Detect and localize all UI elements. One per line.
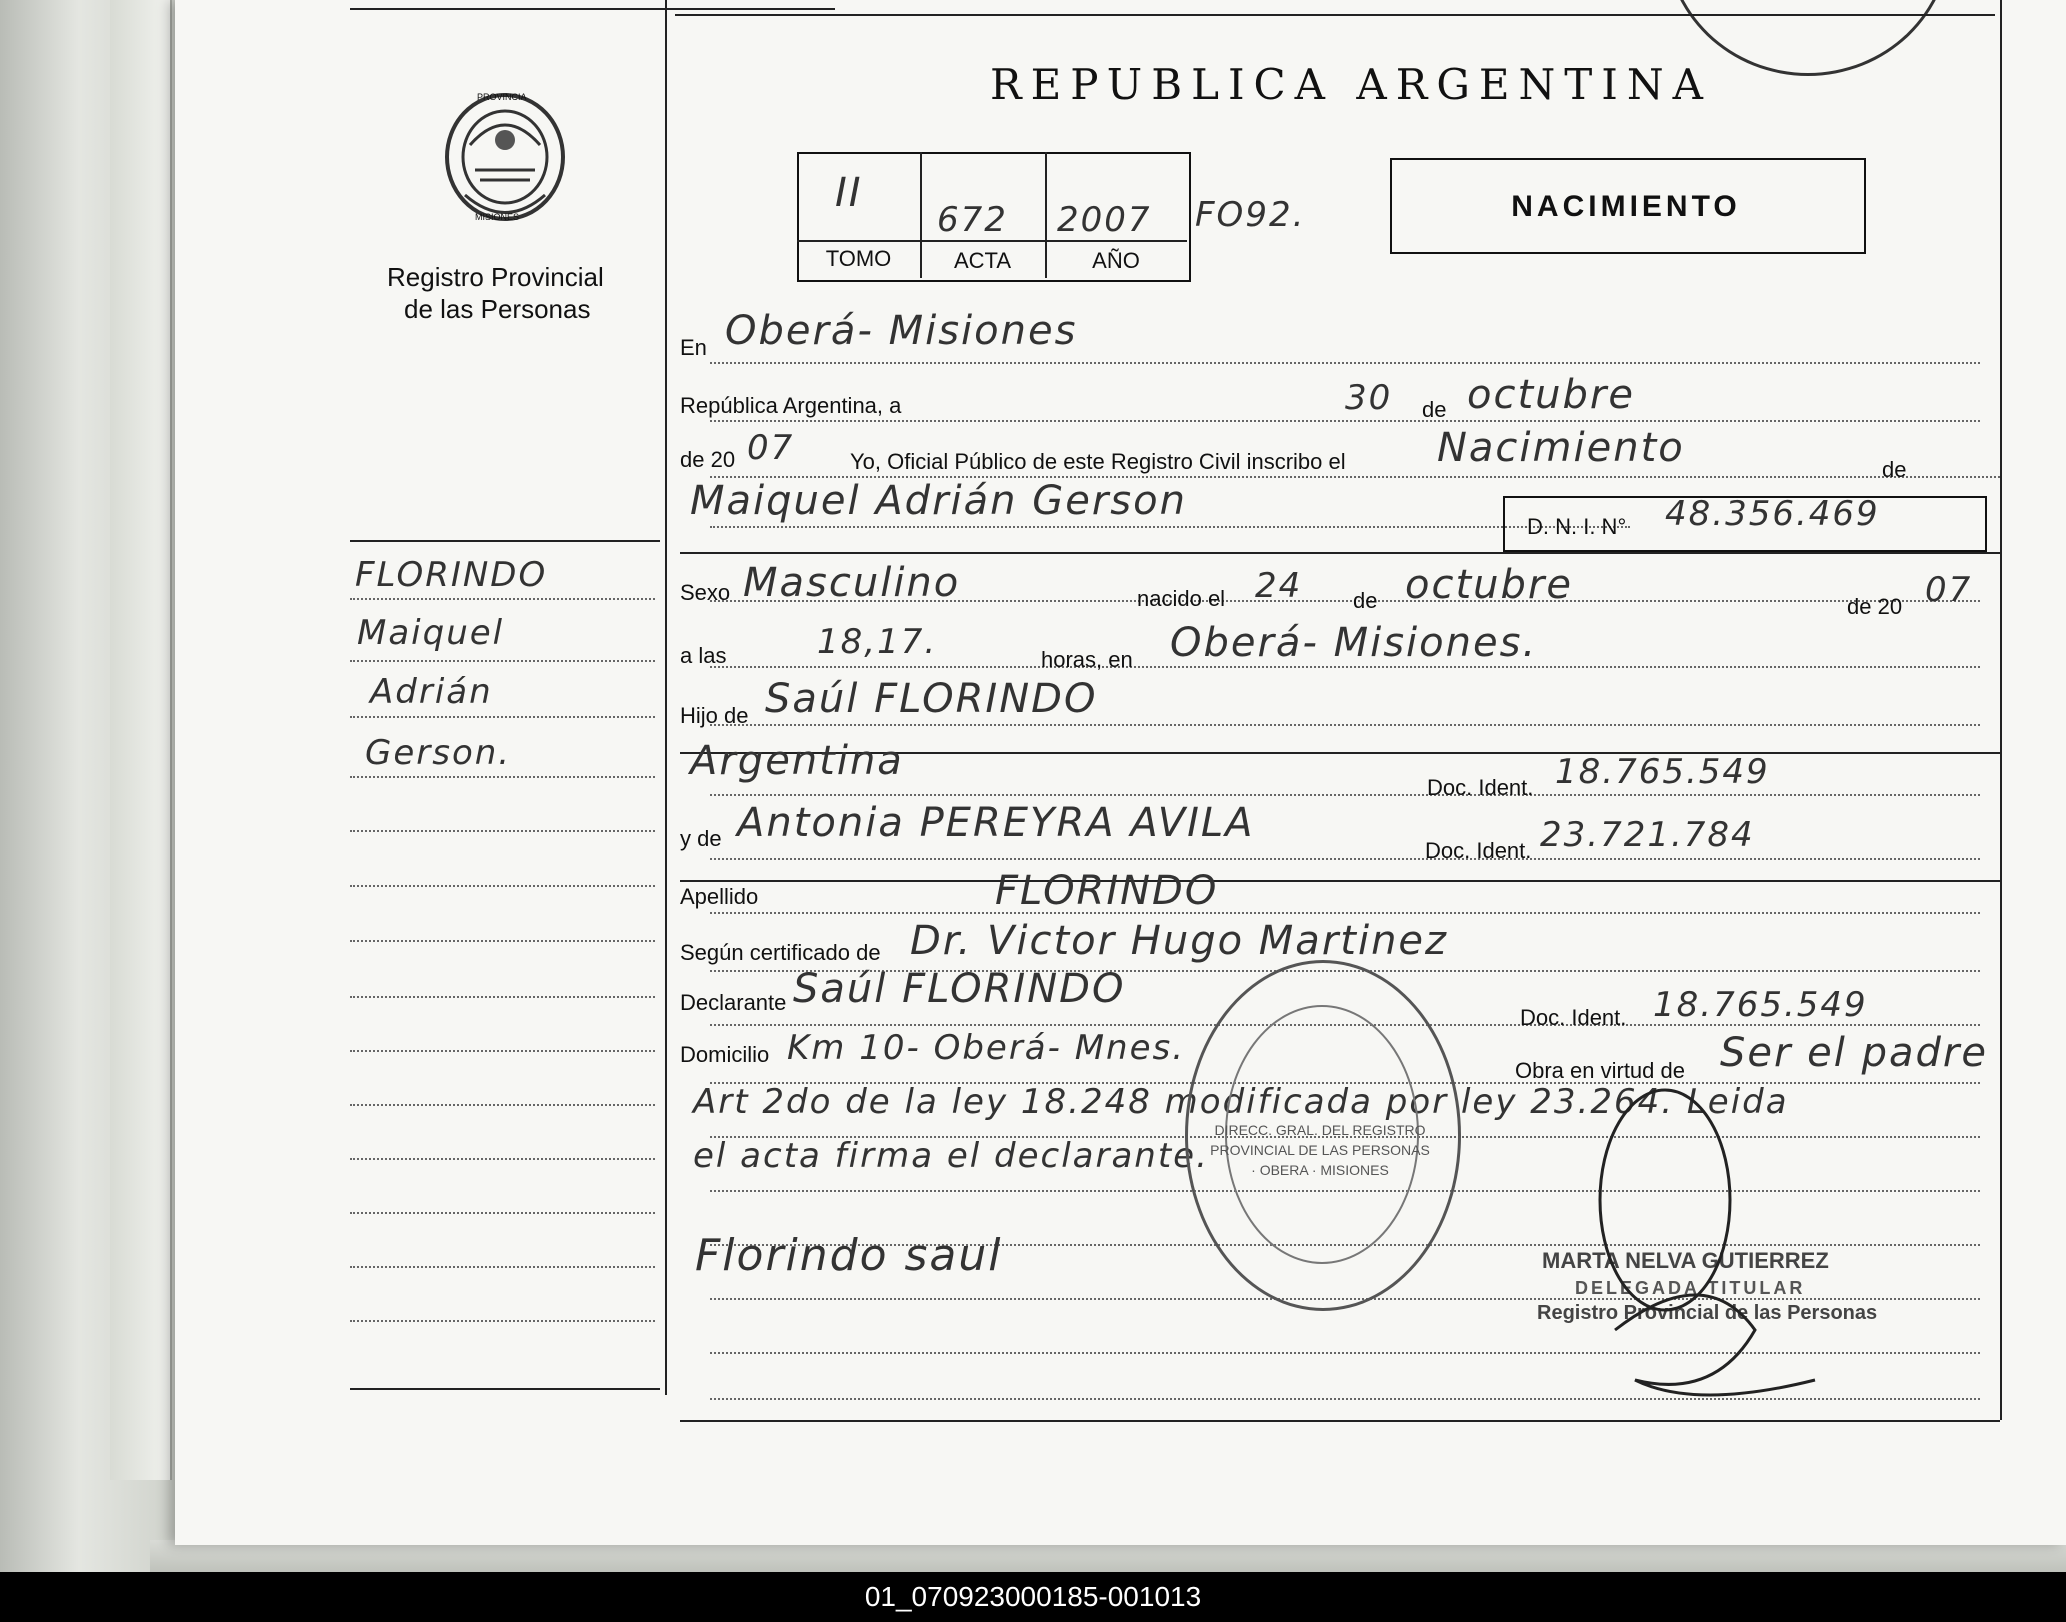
horas-label: horas, en [1041, 647, 1133, 672]
official-stamp-role: DELEGADA TITULAR [1575, 1278, 1806, 1298]
domicilio-label: Domicilio [680, 1042, 770, 1067]
form-line-11 [710, 858, 1980, 860]
oficial-label: Yo, Oficial Público de este Registro Civil inscribo el [850, 449, 1346, 474]
notes-line-1: Art 2do de la ley 18.248 modificada por ley 23.264. Leida [693, 1082, 1789, 1122]
birth-month-value: octubre [1405, 562, 1573, 608]
form-rule-5 [680, 552, 2000, 554]
birth-time-value: 18,17. [817, 622, 938, 662]
place-value: Oberá- Misiones [725, 308, 1078, 354]
margin-line-13 [350, 1266, 655, 1268]
seal-caption-bottom: MISIONES [475, 212, 520, 222]
form-line-1 [710, 362, 1980, 364]
domicilio-value: Km 10- Oberá- Mnes. [787, 1028, 1186, 1068]
margin-line-9 [350, 1050, 655, 1052]
binder-edge [110, 0, 172, 1480]
margin-name-4: Gerson. [365, 733, 512, 773]
anio-label: AÑO [1092, 248, 1140, 273]
certificado-value: Dr. Victor Hugo Martinez [910, 918, 1449, 964]
right-border [2000, 0, 2002, 1420]
record-ref-label-rule [797, 240, 1187, 242]
de-label-2: de [1882, 457, 1907, 482]
column-divider [665, 0, 667, 1395]
image-id-footer: 01_070923000185-001013 [0, 1572, 2066, 1622]
birth-day-value: 24 [1255, 566, 1303, 606]
form-rule-bottom [680, 1420, 2000, 1422]
margin-line-4 [350, 776, 655, 778]
form-line-10 [710, 794, 1980, 796]
birth-place-value: Oberá- Misiones. [1170, 620, 1538, 666]
country-title: REPUBLICA ARGENTINA [990, 60, 1712, 109]
father-doc-label: Doc. Ident. [1427, 775, 1534, 800]
declarante-value: Saúl FLORINDO [793, 966, 1126, 1012]
certificado-label: Según certificado de [680, 940, 881, 965]
alas-label: a las [680, 643, 727, 668]
top-rule-right [675, 14, 1995, 16]
margin-name-2: Maiquel [357, 613, 505, 653]
notes-line-2: el acta firma el declarante. [693, 1136, 1209, 1176]
de-label-3: de [1353, 588, 1378, 613]
round-stamp-text: DIRECC. GRAL. DEL REGISTRO PROVINCIAL DE LAS PERSONAS · OBERA · MISIONES [1210, 1122, 1430, 1178]
mother-doc-label: Doc. Ident. [1425, 838, 1532, 863]
margin-line-14 [350, 1320, 655, 1322]
sexo-label: Sexo [680, 580, 731, 605]
margin-line-7 [350, 940, 655, 942]
seal-caption-top: PROVINCIA [477, 92, 527, 102]
mother-name-value: Antonia PEREYRA AVILA [737, 800, 1255, 846]
birth-year-label: de 20 [1847, 594, 1903, 619]
yde-label: y de [680, 826, 722, 851]
de20-label: de 20 [680, 447, 736, 472]
republica-label: República Argentina, a [680, 393, 902, 418]
margin-name-3: Adrián [370, 672, 493, 712]
apellido-value: FLORINDO [995, 868, 1219, 914]
margin-line-2 [350, 660, 655, 662]
margin-line-5 [350, 830, 655, 832]
sexo-value: Masculino [743, 560, 961, 606]
year-suffix-value: 07 [747, 428, 795, 468]
acta-value: 672 [937, 200, 1008, 240]
declarant-signature: Florindo saul [695, 1230, 1003, 1281]
official-stamp-name: MARTA NELVA GUTIERREZ [1542, 1248, 1829, 1273]
tomo-value: II [835, 170, 863, 216]
father-nationality-value: Argentina [690, 738, 904, 784]
anio-value: 2007 [1057, 200, 1152, 240]
declarante-doc-label: Doc. Ident. [1520, 1005, 1627, 1030]
mother-doc-value: 23.721.784 [1540, 815, 1755, 855]
en-label: En [680, 335, 707, 360]
record-type: NACIMIENTO [1511, 190, 1741, 223]
form-line-7 [710, 666, 1980, 668]
form-line-4 [710, 526, 1630, 528]
registry-name-line2: de las Personas [404, 294, 591, 324]
apellido-label: Apellido [680, 884, 759, 909]
margin-name-1: FLORINDO [355, 555, 548, 595]
dni-label: D. N. I. N° [1527, 514, 1627, 539]
form-line-8 [710, 724, 1980, 726]
record-page [175, 0, 2066, 1545]
day-value: 30 [1345, 378, 1393, 418]
declarante-label: Declarante [680, 990, 787, 1015]
margin-rule-top [350, 540, 660, 542]
full-name-value: Maiquel Adrián Gerson [690, 478, 1187, 524]
obra-label: Obra en virtud de [1515, 1058, 1685, 1083]
registry-name-line1: Registro Provincial [387, 262, 604, 292]
margin-line-6 [350, 885, 655, 887]
margin-line-1 [350, 598, 655, 600]
margin-line-11 [350, 1158, 655, 1160]
dni-value: 48.356.469 [1665, 494, 1880, 534]
father-doc-value: 18.765.549 [1555, 752, 1770, 792]
act-kind-value: Nacimiento [1437, 425, 1685, 471]
top-rule-left [350, 8, 835, 10]
hijo-label: Hijo de [680, 703, 749, 728]
folio-note: FO92. [1195, 195, 1306, 235]
margin-rule-bottom [350, 1388, 660, 1390]
acta-label: ACTA [953, 248, 1012, 273]
form-line-13 [710, 912, 1980, 914]
de-label-1: de [1422, 397, 1447, 422]
father-name-value: Saúl FLORINDO [765, 676, 1098, 722]
form-rule-12 [680, 880, 2000, 882]
margin-line-12 [350, 1212, 655, 1214]
nacido-label: nacido el [1137, 586, 1226, 611]
obra-value: Ser el padre [1720, 1030, 1988, 1076]
official-signature [1555, 1080, 1875, 1410]
margin-line-3 [350, 716, 655, 718]
form-line-2 [710, 420, 1980, 422]
tomo-label: TOMO [825, 246, 892, 271]
month-value: octubre [1467, 372, 1635, 418]
declarante-doc-value: 18.765.549 [1653, 985, 1868, 1025]
birth-year-suffix-value: 07 [1925, 570, 1973, 610]
official-stamp-office: Registro Provincial de las Personas [1537, 1302, 1878, 1324]
margin-line-8 [350, 996, 655, 998]
margin-line-10 [350, 1104, 655, 1106]
